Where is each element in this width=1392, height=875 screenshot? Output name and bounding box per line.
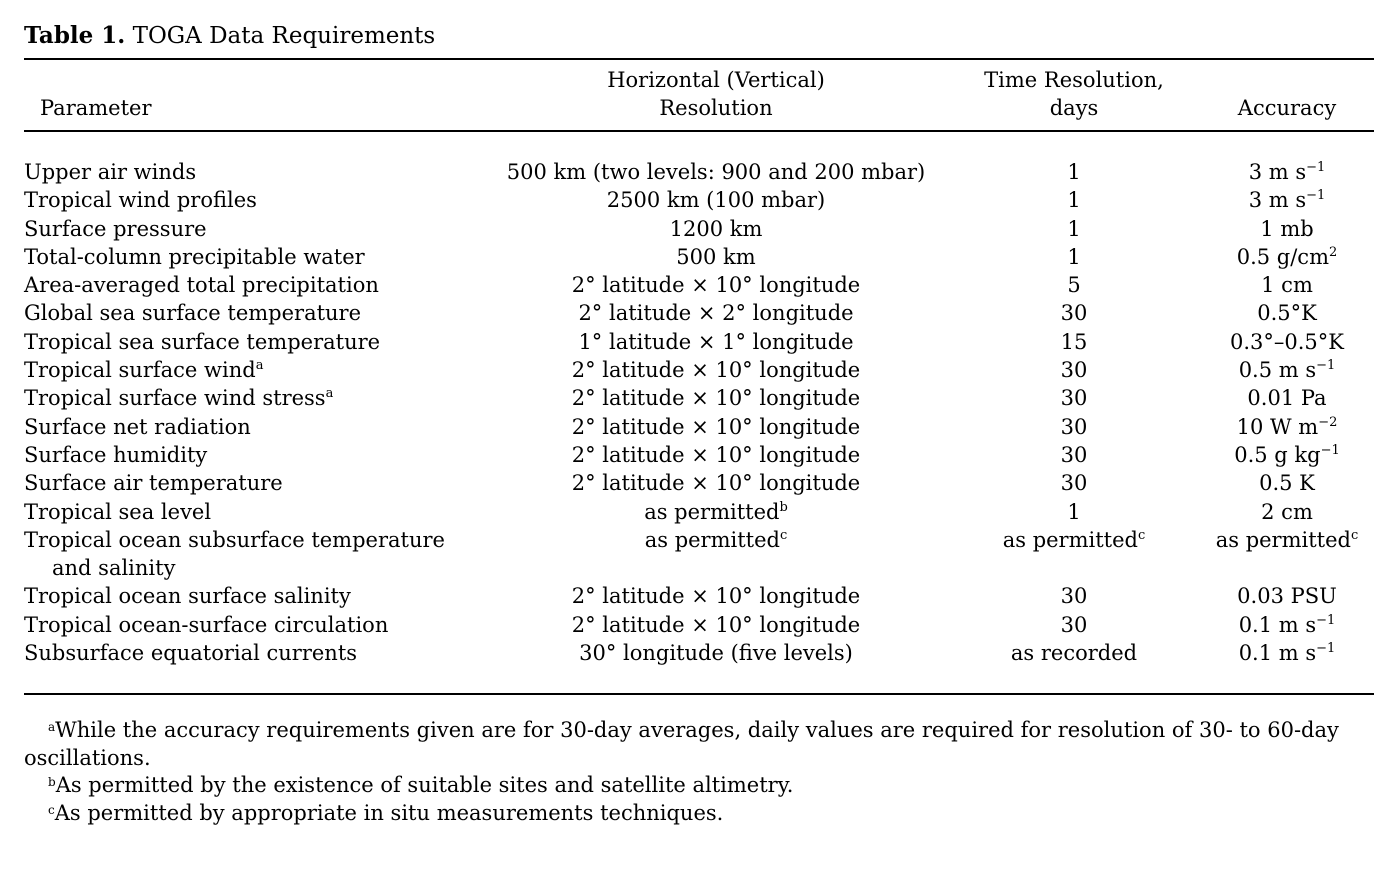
cell-parameter: [24, 186, 484, 214]
accuracy-text: 3 m s: [1248, 160, 1307, 184]
parameter-text: Surface air temperature: [24, 471, 283, 496]
parameter-line: [24, 639, 484, 667]
resolution-text: as permitted: [644, 499, 780, 524]
table-row: [24, 582, 1374, 610]
parameter-line: [24, 356, 484, 384]
cell-time-resolution: [948, 356, 1200, 384]
cell-time-resolution: [948, 526, 1200, 583]
resolution-text: 2° latitude × 10° longitude: [571, 612, 861, 637]
accuracy-superscript: −1: [1306, 160, 1326, 175]
resolution-text: 2° latitude × 10° longitude: [571, 414, 861, 439]
footnotes: [24, 717, 1374, 827]
table-row: [24, 413, 1374, 441]
resolution-text: as permitted: [644, 527, 780, 552]
parameter-line: [24, 158, 484, 186]
cell-resolution: [484, 639, 948, 667]
cell-time-resolution: [948, 413, 1200, 441]
cell-time-resolution: [948, 441, 1200, 469]
cell-parameter: [24, 611, 484, 639]
cell-accuracy: [1200, 413, 1374, 441]
parameter-line: [24, 413, 484, 441]
time-text: as permitted: [1002, 527, 1138, 552]
accuracy-text: 1 cm: [1261, 273, 1313, 298]
cell-accuracy: [1200, 469, 1374, 497]
cell-parameter: [24, 215, 484, 243]
footnote-text: As permitted by appropriate in situ measurements techniques.: [54, 800, 724, 825]
table-row: [24, 526, 1374, 583]
accuracy-superscript: −1: [1306, 188, 1326, 204]
resolution-text: 500 km (two levels: 900 and 200 mbar): [506, 160, 926, 184]
parameter-line: [24, 441, 484, 469]
table-row: [24, 243, 1374, 271]
time-text: 1: [1067, 160, 1081, 184]
time-text: 30: [1060, 414, 1088, 439]
parameter-line: [24, 526, 484, 554]
footnote: [24, 772, 1374, 800]
parameter-text: Surface humidity: [24, 442, 208, 467]
cell-accuracy: [1200, 215, 1374, 243]
footnote-mark: b: [48, 775, 56, 790]
cell-parameter: [24, 441, 484, 469]
time-text: 1: [1067, 188, 1081, 213]
table-row: [24, 158, 1374, 186]
accuracy-text: 1 mb: [1260, 216, 1314, 241]
cell-resolution: [484, 526, 948, 583]
cell-accuracy: [1200, 243, 1374, 271]
resolution-text: 500 km: [676, 244, 756, 269]
table-row: [24, 384, 1374, 412]
cell-time-resolution: [948, 384, 1200, 412]
accuracy-text: 0.1 m s: [1238, 612, 1317, 637]
cell-parameter: [24, 526, 484, 583]
time-text: 30: [1060, 442, 1088, 467]
table-body: [24, 131, 1374, 693]
cell-accuracy: [1200, 328, 1374, 356]
table-row: [24, 498, 1374, 526]
footnote-mark: a: [48, 720, 56, 735]
resolution-text: 2500 km (100 mbar): [606, 188, 826, 213]
resolution-text: 1200 km: [669, 216, 763, 241]
time-text: 15: [1060, 329, 1088, 354]
cell-time-resolution: [948, 611, 1200, 639]
cell-parameter: [24, 413, 484, 441]
parameter-text: Tropical sea surface temperature: [24, 329, 381, 354]
time-text: 30: [1060, 584, 1088, 609]
table-row: [24, 328, 1374, 356]
time-text: 1: [1067, 244, 1081, 269]
cell-time-resolution: [948, 498, 1200, 526]
time-text: 5: [1067, 273, 1081, 298]
table-row: [24, 356, 1374, 384]
cell-accuracy: [1200, 582, 1374, 610]
cell-parameter: [24, 158, 484, 186]
cell-accuracy: [1200, 441, 1374, 469]
cell-resolution: [484, 299, 948, 327]
cell-time-resolution: [948, 271, 1200, 299]
cell-resolution: [484, 328, 948, 356]
cell-resolution: [484, 413, 948, 441]
resolution-text: 2° latitude × 10° longitude: [571, 584, 861, 609]
parameter-text: Total-column precipitable water: [24, 244, 365, 269]
cell-parameter: [24, 582, 484, 610]
cell-resolution: [484, 498, 948, 526]
parameter-line: [24, 243, 484, 271]
cell-time-resolution: [948, 299, 1200, 327]
parameter-text: Area-averaged total precipitation: [24, 273, 379, 298]
cell-resolution: [484, 271, 948, 299]
time-text: 1: [1067, 216, 1081, 241]
parameter-text: Tropical wind profiles: [24, 188, 257, 213]
parameter-line: [24, 271, 484, 299]
accuracy-superscript: 2: [1328, 244, 1338, 260]
accuracy-superscript: −2: [1318, 414, 1338, 430]
accuracy-text: 0.5 g kg: [1234, 442, 1321, 467]
resolution-text: 2° latitude × 10° longitude: [571, 471, 861, 496]
cell-accuracy: [1200, 271, 1374, 299]
table-row: [24, 441, 1374, 469]
cell-parameter: [24, 498, 484, 526]
cell-time-resolution: [948, 243, 1200, 271]
time-text: 30: [1060, 386, 1088, 411]
cell-resolution: [484, 582, 948, 610]
parameter-text: Tropical ocean subsurface temperature: [24, 527, 445, 552]
header-parameter: Parameter: [40, 96, 152, 120]
table-header: [24, 60, 1374, 131]
accuracy-text: 10 W m: [1236, 414, 1319, 439]
table-row: [24, 299, 1374, 327]
accuracy-superscript: c: [1350, 527, 1359, 543]
cell-parameter: [24, 328, 484, 356]
cell-accuracy: [1200, 384, 1374, 412]
header-time-resolution: Time Resolution, days: [984, 68, 1164, 120]
footnote-text: As permitted by the existence of suitable sites and satellite altimetry.: [55, 773, 794, 798]
table-row: [24, 611, 1374, 639]
resolution-text: 2° latitude × 10° longitude: [571, 273, 861, 298]
table-row: [24, 186, 1374, 214]
accuracy-text: 3 m s: [1248, 188, 1307, 213]
resolution-text: 2° latitude × 10° longitude: [571, 386, 861, 411]
accuracy-text: 0.5 m s: [1238, 358, 1317, 383]
accuracy-text: as permitted: [1215, 527, 1351, 552]
accuracy-superscript: −1: [1316, 641, 1336, 657]
parameter-line: [24, 498, 484, 526]
cell-resolution: [484, 469, 948, 497]
cell-accuracy: [1200, 498, 1374, 526]
cell-parameter: [24, 356, 484, 384]
cell-parameter: [24, 243, 484, 271]
table-row: [24, 469, 1374, 497]
cell-resolution: [484, 356, 948, 384]
cell-accuracy: [1200, 356, 1374, 384]
cell-parameter: [24, 299, 484, 327]
accuracy-superscript: −1: [1320, 442, 1340, 458]
accuracy-superscript: −1: [1316, 612, 1336, 628]
time-text: 30: [1060, 612, 1088, 637]
parameter-line: [24, 215, 484, 243]
time-text: 30: [1060, 471, 1088, 496]
time-text: as recorded: [1010, 641, 1138, 666]
footnote-mark: b: [779, 499, 788, 515]
accuracy-text: 0.5°K: [1257, 301, 1317, 326]
footnote: [24, 800, 1374, 828]
footnote-mark: c: [1137, 527, 1146, 543]
table-row: [24, 639, 1374, 667]
parameter-text: Tropical surface wind stress: [24, 386, 326, 411]
parameter-line: [24, 328, 484, 356]
cell-accuracy: [1200, 186, 1374, 214]
resolution-text: 2° latitude × 2° longitude: [578, 301, 854, 326]
cell-accuracy: [1200, 526, 1374, 583]
accuracy-text: 0.03 PSU: [1237, 584, 1337, 609]
cell-time-resolution: [948, 186, 1200, 214]
cell-time-resolution: [948, 215, 1200, 243]
accuracy-text: 0.5 g/cm: [1236, 244, 1329, 269]
cell-resolution: [484, 384, 948, 412]
parameter-text: Tropical surface wind: [24, 358, 256, 383]
accuracy-superscript: −1: [1316, 358, 1336, 374]
data-table: [24, 60, 1374, 693]
accuracy-text: 0.5 K: [1259, 471, 1315, 496]
parameter-continuation: and salinity: [52, 556, 176, 581]
header-accuracy: Accuracy: [1237, 96, 1337, 120]
table-bottom-spacer: [24, 667, 1374, 693]
parameter-text: Tropical ocean-surface circulation: [24, 612, 389, 637]
cell-accuracy: [1200, 639, 1374, 667]
table-caption-title: TOGA Data Requirements: [132, 23, 436, 49]
parameter-text: Tropical sea level: [24, 499, 212, 524]
parameter-text: Upper air winds: [24, 160, 197, 184]
cell-time-resolution: [948, 158, 1200, 186]
time-text: 30: [1060, 301, 1088, 326]
table-row: [24, 215, 1374, 243]
parameter-line: [24, 186, 484, 214]
footnote-mark: a: [255, 358, 264, 374]
bottom-rule: [24, 693, 1374, 695]
cell-resolution: [484, 611, 948, 639]
cell-parameter: [24, 384, 484, 412]
resolution-text: 2° latitude × 10° longitude: [571, 442, 861, 467]
cell-resolution: [484, 243, 948, 271]
parameter-line: [24, 611, 484, 639]
table-caption: [24, 20, 1374, 58]
table-caption-label: Table 1.: [24, 22, 126, 49]
parameter-text: Global sea surface temperature: [24, 301, 362, 326]
parameter-text: Surface net radiation: [24, 414, 251, 439]
time-text: 1: [1067, 499, 1081, 524]
resolution-text: 2° latitude × 10° longitude: [571, 358, 861, 383]
cell-time-resolution: [948, 328, 1200, 356]
cell-resolution: [484, 215, 948, 243]
footnote: [24, 717, 1374, 772]
parameter-text: Subsurface equatorial currents: [24, 641, 358, 666]
cell-time-resolution: [948, 469, 1200, 497]
accuracy-text: 0.1 m s: [1238, 641, 1317, 666]
cell-accuracy: [1200, 299, 1374, 327]
parameter-line: [24, 469, 484, 497]
footnote-mark: c: [779, 527, 788, 543]
parameter-text: Tropical ocean surface salinity: [24, 584, 351, 609]
cell-accuracy: [1200, 158, 1374, 186]
cell-resolution: [484, 158, 948, 186]
accuracy-text: 0.01 Pa: [1247, 386, 1327, 411]
table-page: [24, 20, 1374, 827]
cell-parameter: [24, 639, 484, 667]
parameter-line: [24, 582, 484, 610]
parameter-line: [24, 384, 484, 412]
cell-parameter: [24, 469, 484, 497]
cell-time-resolution: [948, 582, 1200, 610]
resolution-text: 30° longitude (five levels): [579, 641, 853, 666]
parameter-text: Surface pressure: [24, 216, 207, 241]
cell-accuracy: [1200, 611, 1374, 639]
header-horizontal-resolution: Horizontal (Vertical) Resolution: [607, 68, 825, 120]
resolution-text: 1° latitude × 1° longitude: [578, 329, 854, 354]
cell-time-resolution: [948, 639, 1200, 667]
parameter-line: [24, 299, 484, 327]
table-row: [24, 271, 1374, 299]
cell-resolution: [484, 186, 948, 214]
accuracy-text: 2 cm: [1261, 499, 1313, 524]
cell-parameter: [24, 271, 484, 299]
footnote-text: While the accuracy requirements given are for 30-day averages, daily values are required for resolution of 30- to 60-day oscillations.: [24, 718, 1339, 770]
cell-resolution: [484, 441, 948, 469]
time-text: 30: [1060, 358, 1088, 383]
accuracy-text: 0.3°–0.5°K: [1230, 329, 1344, 354]
footnote-mark: a: [325, 386, 334, 402]
footnote-mark: c: [48, 802, 55, 817]
